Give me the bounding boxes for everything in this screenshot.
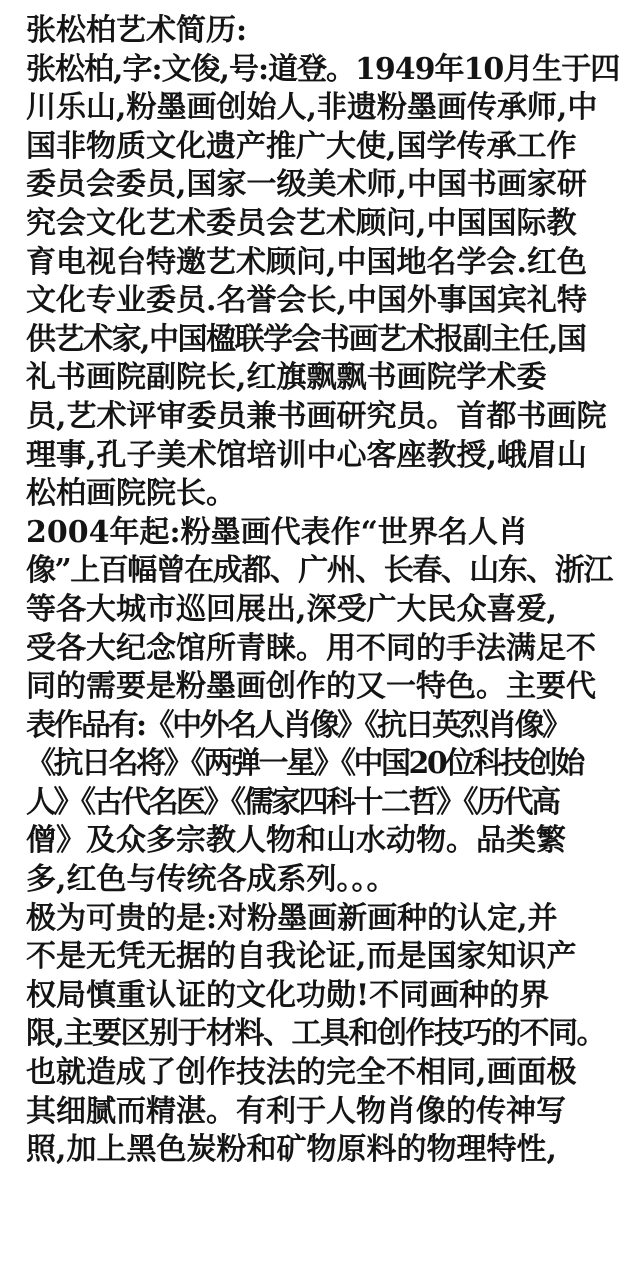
text-line: 等各大城市巡回展出,深受广大民众喜爱,: [26, 591, 557, 627]
text-line: 究会文化艺术委员会艺术顾问,中国国际教: [26, 205, 577, 241]
text-line: 同的需要是粉墨画创作的又一特色。主要代: [26, 669, 596, 705]
text-line: 礼书画院副院长,红旗飘飘书画院学术委: [26, 360, 547, 396]
heading-line: 张松柏艺术简历:: [26, 13, 248, 48]
text-line: 多,红色与传统各成系列。。。: [26, 862, 397, 898]
text-line: 表作品有:《中外名人肖像》《抗日英烈肖像》: [26, 707, 570, 743]
text-line: 像”上百幅曾在成都、广州、长春、山东、浙江: [26, 553, 612, 589]
text-line: 育电视台特邀艺术顾问,中国地名学会.红色: [26, 244, 587, 280]
text-line: 人》《古代名医》《儒家四科十二哲》《历代高: [26, 784, 559, 820]
text-line: 也就造成了创作技法的完全不相同,画面极: [26, 1055, 577, 1091]
text-line: 张松柏,字:文俊,号:道登。1949年10月生于四: [26, 51, 620, 87]
text-line: 2004年起:粉墨画代表作“世界名人肖: [26, 514, 528, 550]
text-line: 松柏画院院长。: [26, 476, 236, 512]
text-line: 不是无凭无据的自我论证,而是国家知识产: [26, 939, 577, 975]
text-line: 其细腻而精湛。有利于人物肖像的传神写: [26, 1093, 566, 1129]
text-line: 理事,孔子美术馆培训中心客座教授,峨眉山: [26, 437, 587, 473]
text-line: 僧》及众多宗教人物和山水动物。品类繁: [26, 823, 566, 859]
text-line: 限,主要区别于材料、工具和创作技巧的不同。: [26, 1016, 605, 1052]
text-line: 委员会委员,国家一级美术师,中国书画家研: [26, 167, 587, 203]
text-line: 极为可贵的是:对粉墨画新画种的认定,并: [26, 900, 558, 936]
article-body: [26, 12, 626, 1170]
text-line: 川乐山,粉墨画创始人,非遗粉墨画传承师,中: [26, 90, 598, 126]
text-line: 员,艺术评审委员兼书画研究员。首都书画院: [26, 398, 607, 434]
text-line: 受各大纪念馆所青睐。用不同的手法满足不: [26, 630, 596, 666]
text-line: 权局慎重认证的文化功勋!不同画种的界: [26, 977, 550, 1013]
text-line: 《抗日名将》《两弹一星》《中国20位科技创始: [26, 746, 583, 782]
text-line: 文化专业委员.名誉会长,中国外事国宾礼特: [26, 283, 587, 319]
text-line: 供艺术家,中国楹联学会书画艺术报副主任,国: [26, 321, 586, 357]
text-line: 照,加上黑色炭粉和矿物原料的物理特性,: [26, 1132, 557, 1168]
text-line: 国非物质文化遗产推广大使,国学传承工作: [26, 128, 577, 164]
